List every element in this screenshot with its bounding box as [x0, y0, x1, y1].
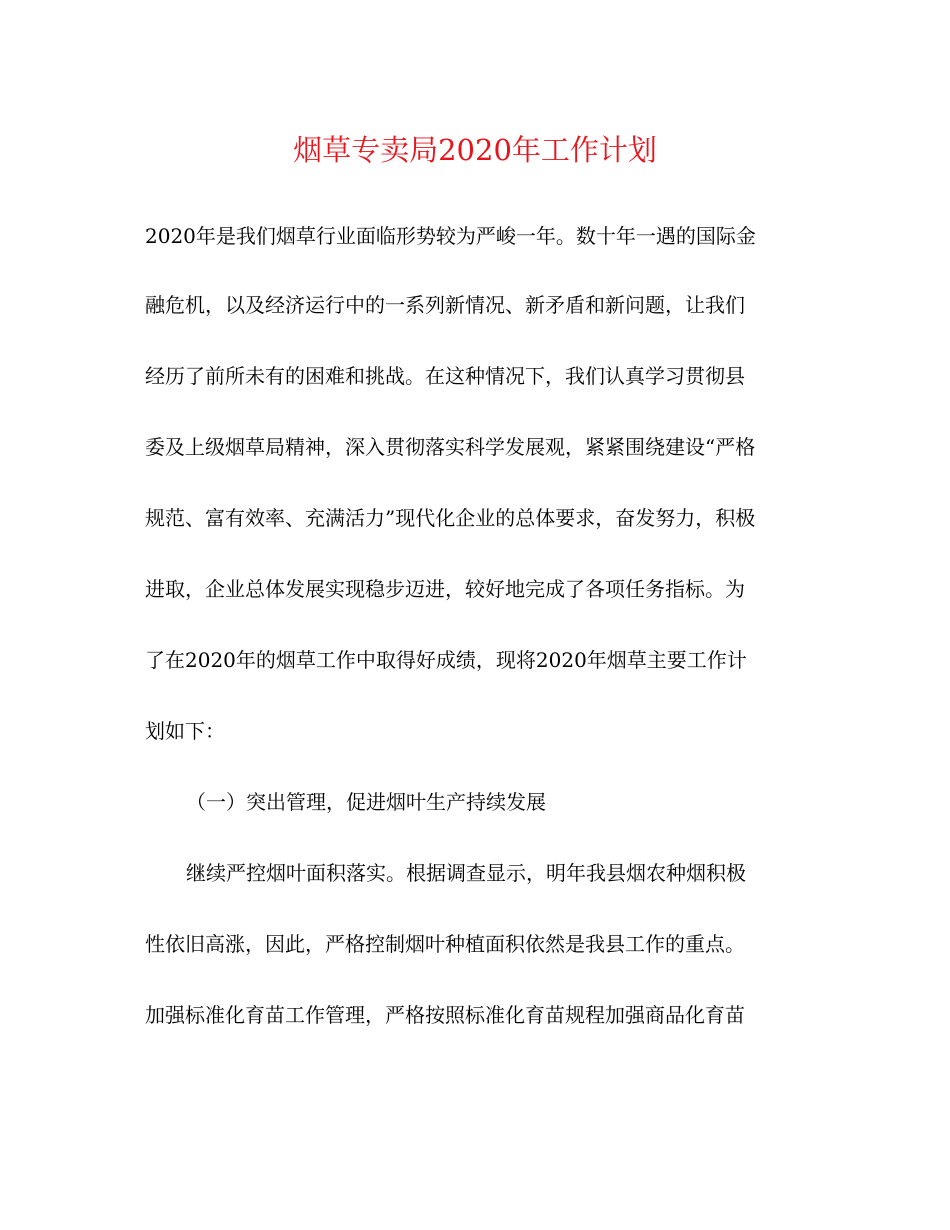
paragraph-line: 性依旧高涨，因此，严格控制烟叶种植面积依然是我县工作的重点。	[145, 932, 745, 956]
paragraph-line: 委及上级烟草局精神，深入贯彻落实科学发展观，紧紧围绕建设“严格	[145, 435, 756, 459]
paragraph-line: 了在2020年的烟草工作中取得好成绩，现将2020年烟草主要工作计	[145, 648, 747, 672]
paragraph-line: 规范、富有效率、充满活力”现代化企业的总体要求，奋发努力，积极	[145, 506, 756, 530]
paragraph-line: 融危机，以及经济运行中的一系列新情况、新矛盾和新问题，让我们	[145, 293, 745, 317]
paragraph-line: 进取，企业总体发展实现稳步迈进，较好地完成了各项任务指标。为	[145, 577, 745, 601]
document-title: 烟草专卖局2020年工作计划	[293, 133, 657, 167]
paragraph-line: 继续严控烟叶面积落实。根据调查显示，明年我县烟农种烟积极	[186, 861, 746, 885]
paragraph-line: 2020年是我们烟草行业面临形势较为严峻一年。数十年一遇的国际金	[145, 224, 756, 248]
paragraph-line: 经历了前所未有的困难和挑战。在这种情况下，我们认真学习贯彻县	[145, 364, 745, 388]
paragraph-line: 加强标准化育苗工作管理，严格按照标准化育苗规程加强商品化育苗	[145, 1003, 745, 1027]
paragraph-line: 划如下：	[145, 719, 225, 743]
section-heading: （一）突出管理，促进烟叶生产持续发展	[186, 790, 546, 814]
